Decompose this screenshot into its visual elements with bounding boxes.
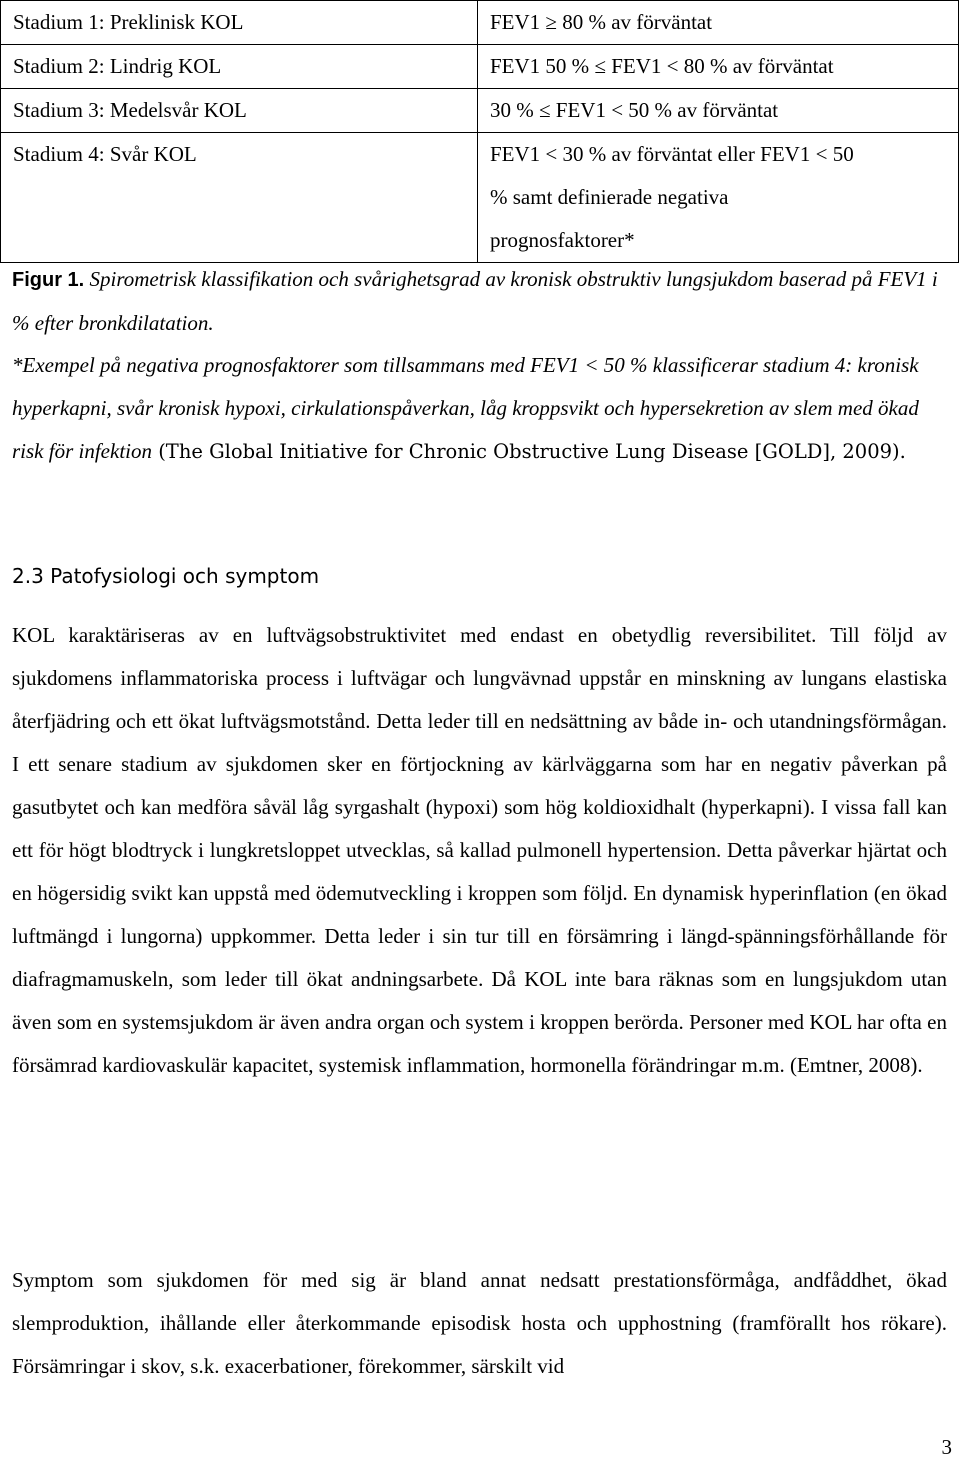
table-row: [1, 133, 959, 263]
criteria-cell: [478, 133, 959, 263]
body-paragraph: KOL karaktäriseras av en luftvägsobstruktivitet med endast en obetydlig reversibilitet. Till följd av sjukdomens inflammatoriska process i luftvägar och lungvävnad uppstår en minskning av lungans elastiska återfjädring och ett ökat luftvägsmotstånd. Detta leder till en nedsättning av både in- och utandningsförmågan. I ett senare stadium av sjukdomen sker en förtjockning av kärlväggarna som har en negativ påverkan på gasutbytet och kan medföra såväl låg syrgashalt (hypoxi) som hög koldioxidhalt (hyperkapni). I vissa fall kan ett för högt blodtryck i lungkretsloppet utvecklas, så kallad pulmonell hypertension. Detta påverkar hjärtat och en högersidig svikt kan uppstå med ödemutveckling i kroppen som följd. En dynamisk hyperinflation (en ökad luftmängd i lungorna) uppkommer. Detta leder i sin tur till en försämring i längd-spänningsförhållande för diafragmamuskeln, som leder till ökat andningsarbete. Då KOL inte bara räknas som en lungsjukdom utan även som en systemsjukdom är även andra organ och system i kroppen berörda. Personer med KOL har ofta en försämrad kardiovaskulär kapacitet, systemisk inflammation, hormonella förändringar m.m. (Emtner, 2008).: [12, 623, 947, 1077]
page-number: 3: [941, 1435, 952, 1459]
criteria-line: FEV1 < 30 % av förväntat eller FEV1 < 50: [490, 142, 854, 166]
stage-cell: Stadium 3: Medelsvår KOL: [1, 89, 478, 133]
criteria-line: % samt definierade negativa: [490, 185, 729, 209]
footnote-text: *Exempel på negativa prognosfaktorer som tillsammans med FEV1 < 50 % klassificerar stadium 4: kronisk hyperkapni, svår kronisk hypoxi, cirkulationspåverkan, låg kroppsvikt och hypersekretion av slem med ökad risk för infektion: [12, 353, 919, 463]
criteria-cell: FEV1 50 % ≤ FEV1 < 80 % av förväntat: [478, 45, 959, 89]
table-row: [1, 1, 959, 45]
figure-label: Figur 1.: [12, 269, 85, 291]
body-paragraph: Symptom som sjukdomen för med sig är bland annat nedsatt prestationsförmåga, andfåddhet, ökad slemproduktion, ihållande eller återkommande episodisk hosta och upphostning (framförallt hos rökare). Försämringar i skov, s.k. exacerbationer, förekommer, särskilt vid: [12, 1268, 947, 1378]
criteria-cell: 30 % ≤ FEV1 < 50 % av förväntat: [478, 89, 959, 133]
figure-caption: [12, 258, 942, 345]
table-row: [1, 45, 959, 89]
copd-classification-table: [0, 0, 959, 263]
footnote-reference: (The Global Initiative for Chronic Obstructive Lung Disease [GOLD], 2009).: [152, 440, 906, 463]
table-row: [1, 89, 959, 133]
stage-cell: Stadium 2: Lindrig KOL: [1, 45, 478, 89]
section-heading: 2.3 Patofysiologi och symptom: [12, 564, 320, 588]
stage-cell: Stadium 4: Svår KOL: [1, 133, 478, 263]
criteria-cell: FEV1 ≥ 80 % av förväntat: [478, 1, 959, 45]
stage-cell: Stadium 1: Preklinisk KOL: [1, 1, 478, 45]
table-footnote: [12, 344, 947, 473]
figure-caption-text: Spirometrisk klassifikation och svårighetsgrad av kronisk obstruktiv lungsjukdom baserad på FEV1 i % efter bronkdilatation.: [12, 267, 938, 335]
criteria-line: prognosfaktorer*: [490, 228, 635, 252]
